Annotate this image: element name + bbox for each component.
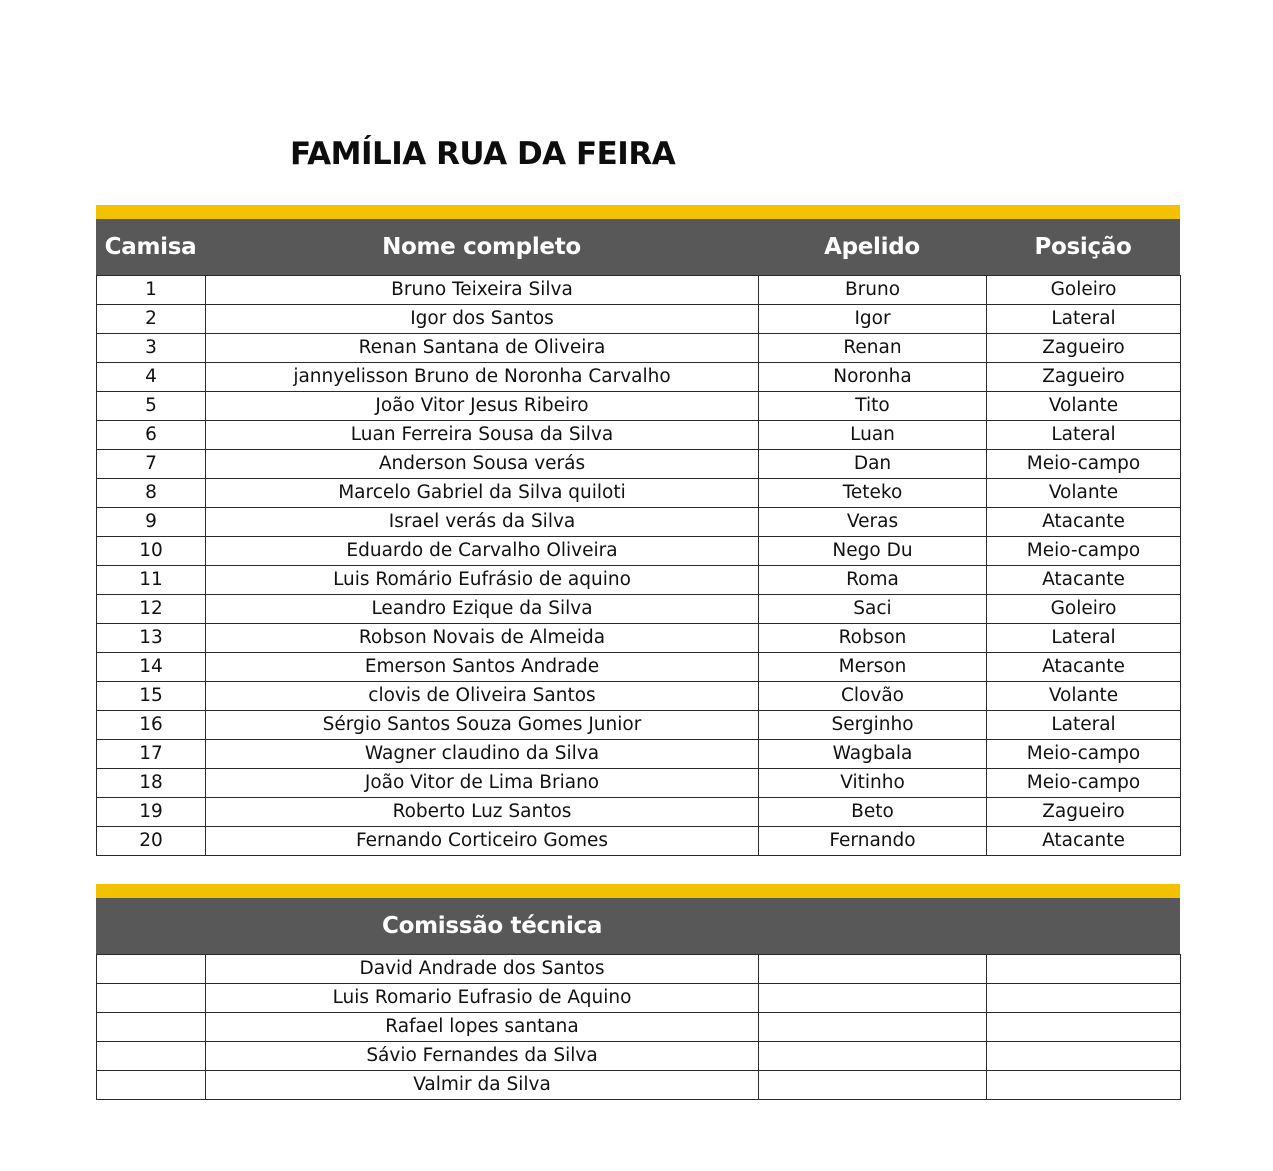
name-cell: David Andrade dos Santos [206,955,759,984]
position-cell: Meio-campo [987,537,1181,566]
position-cell: Atacante [987,653,1181,682]
shirt-cell: 13 [97,624,206,653]
nickname-cell: Serginho [759,711,987,740]
nickname-cell: Luan [759,421,987,450]
staff-section [96,884,1180,1100]
nickname-cell: Wagbala [759,740,987,769]
position-cell: Volante [987,682,1181,711]
shirt-cell: 4 [97,363,206,392]
empty-cell [97,1013,206,1042]
staff-header-row [96,898,1180,954]
position-cell: Zagueiro [987,363,1181,392]
empty-cell [97,1042,206,1071]
shirt-cell: 18 [97,769,206,798]
name-cell: Anderson Sousa verás [206,450,759,479]
staff-table [96,954,1181,1100]
position-cell: Lateral [987,421,1181,450]
name-cell: João Vitor de Lima Briano [206,769,759,798]
nickname-cell: Renan [759,334,987,363]
name-cell: Emerson Santos Andrade [206,653,759,682]
table-row [97,421,1181,450]
name-cell: Marcelo Gabriel da Silva quiloti [206,479,759,508]
name-cell: Wagner claudino da Silva [206,740,759,769]
table-row [97,984,1181,1013]
position-cell: Lateral [987,305,1181,334]
shirt-cell: 2 [97,305,206,334]
table-row [97,798,1181,827]
nickname-cell: Vitinho [759,769,987,798]
table-row [97,827,1181,856]
position-cell: Meio-campo [987,769,1181,798]
name-cell: Luis Romário Eufrásio de aquino [206,566,759,595]
nickname-cell: Merson [759,653,987,682]
accent-bar [96,205,1180,219]
position-cell: Atacante [987,827,1181,856]
accent-bar [96,884,1180,898]
nickname-cell: Roma [759,566,987,595]
shirt-cell: 17 [97,740,206,769]
shirt-cell: 10 [97,537,206,566]
table-row [97,508,1181,537]
name-cell: Rafael lopes santana [206,1013,759,1042]
shirt-cell: 20 [97,827,206,856]
table-row [97,1013,1181,1042]
name-cell: Sérgio Santos Souza Gomes Junior [206,711,759,740]
empty-cell [759,984,987,1013]
position-cell: Volante [987,479,1181,508]
header-staff: Comissão técnica [382,913,603,939]
nickname-cell: Bruno [759,276,987,305]
empty-cell [97,984,206,1013]
header-nickname: Apelido [824,234,920,260]
table-row [97,682,1181,711]
table-row [97,653,1181,682]
position-cell: Lateral [987,624,1181,653]
nickname-cell: Veras [759,508,987,537]
header-position: Posição [1034,234,1132,260]
name-cell: Igor dos Santos [206,305,759,334]
table-row [97,624,1181,653]
shirt-cell: 15 [97,682,206,711]
shirt-cell: 7 [97,450,206,479]
name-cell: Leandro Ezique da Silva [206,595,759,624]
nickname-cell: Clovão [759,682,987,711]
name-cell: João Vitor Jesus Ribeiro [206,392,759,421]
nickname-cell: Igor [759,305,987,334]
table-row [97,479,1181,508]
table-row [97,1042,1181,1071]
nickname-cell: Noronha [759,363,987,392]
table-row [97,595,1181,624]
table-row [97,392,1181,421]
name-cell: Fernando Corticeiro Gomes [206,827,759,856]
nickname-cell: Saci [759,595,987,624]
name-cell: Sávio Fernandes da Silva [206,1042,759,1071]
empty-cell [97,955,206,984]
empty-cell [987,1042,1181,1071]
empty-cell [97,1071,206,1100]
name-cell: Renan Santana de Oliveira [206,334,759,363]
empty-cell [759,1071,987,1100]
nickname-cell: Tito [759,392,987,421]
name-cell: Luis Romario Eufrasio de Aquino [206,984,759,1013]
name-cell: Robson Novais de Almeida [206,624,759,653]
position-cell: Goleiro [987,276,1181,305]
table-row [97,769,1181,798]
position-cell: Volante [987,392,1181,421]
position-cell: Atacante [987,566,1181,595]
name-cell: jannyelisson Bruno de Noronha Carvalho [206,363,759,392]
shirt-cell: 11 [97,566,206,595]
shirt-cell: 9 [97,508,206,537]
table-row [97,276,1181,305]
players-header-row [96,219,1180,275]
nickname-cell: Beto [759,798,987,827]
empty-cell [759,1013,987,1042]
empty-cell [759,955,987,984]
players-section [96,205,1180,856]
name-cell: Eduardo de Carvalho Oliveira [206,537,759,566]
nickname-cell: Teteko [759,479,987,508]
position-cell: Zagueiro [987,334,1181,363]
table-row [97,363,1181,392]
name-cell: Israel verás da Silva [206,508,759,537]
shirt-cell: 16 [97,711,206,740]
shirt-cell: 12 [97,595,206,624]
table-row [97,334,1181,363]
table-row [97,711,1181,740]
shirt-cell: 3 [97,334,206,363]
shirt-cell: 6 [97,421,206,450]
nickname-cell: Fernando [759,827,987,856]
empty-cell [987,1013,1181,1042]
shirt-cell: 5 [97,392,206,421]
position-cell: Meio-campo [987,740,1181,769]
name-cell: Luan Ferreira Sousa da Silva [206,421,759,450]
table-row [97,305,1181,334]
shirt-cell: 19 [97,798,206,827]
header-shirt: Camisa [104,234,197,260]
shirt-cell: 1 [97,276,206,305]
position-cell: Atacante [987,508,1181,537]
table-row [97,537,1181,566]
table-row [97,955,1181,984]
shirt-cell: 14 [97,653,206,682]
empty-cell [759,1042,987,1071]
empty-cell [987,984,1181,1013]
header-name: Nome completo [382,234,581,260]
position-cell: Meio-campo [987,450,1181,479]
position-cell: Zagueiro [987,798,1181,827]
position-cell: Lateral [987,711,1181,740]
nickname-cell: Dan [759,450,987,479]
nickname-cell: Nego Du [759,537,987,566]
shirt-cell: 8 [97,479,206,508]
name-cell: clovis de Oliveira Santos [206,682,759,711]
table-row [97,1071,1181,1100]
table-row [97,740,1181,769]
empty-cell [987,1071,1181,1100]
table-row [97,450,1181,479]
position-cell: Goleiro [987,595,1181,624]
players-table [96,275,1181,856]
name-cell: Bruno Teixeira Silva [206,276,759,305]
page-title: FAMÍLIA RUA DA FEIRA [290,136,676,172]
empty-cell [987,955,1181,984]
table-row [97,566,1181,595]
name-cell: Roberto Luz Santos [206,798,759,827]
nickname-cell: Robson [759,624,987,653]
name-cell: Valmir da Silva [206,1071,759,1100]
